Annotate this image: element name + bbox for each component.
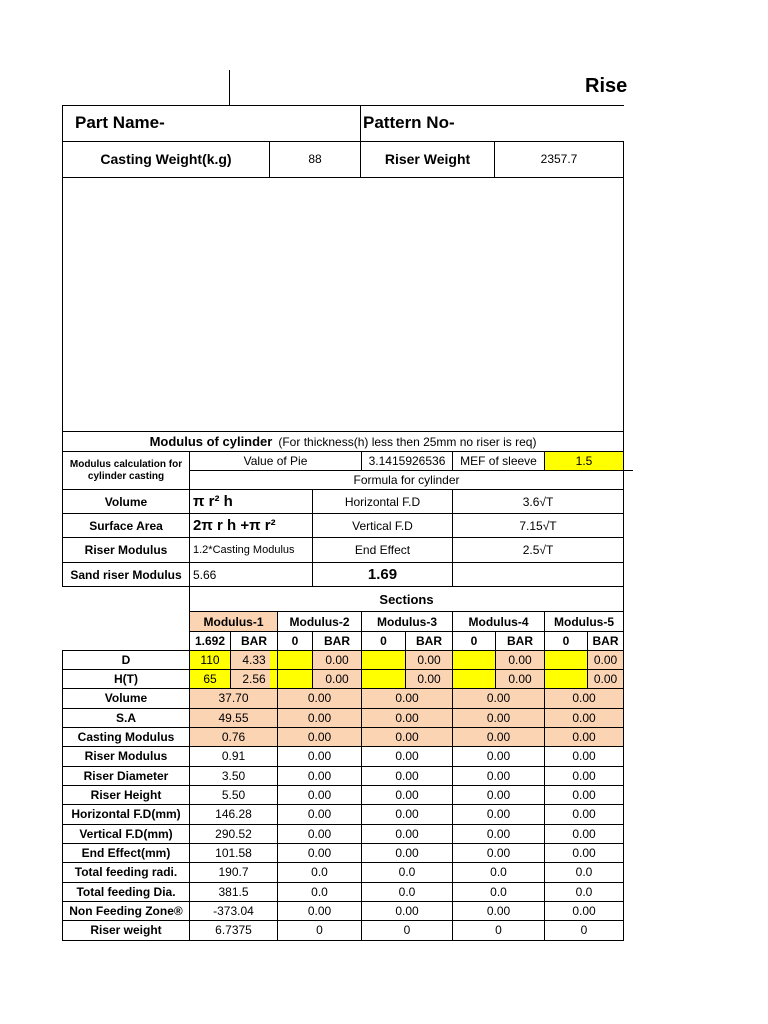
result-value: 0.00: [395, 711, 419, 725]
result-value: 0: [403, 923, 411, 937]
result-value: 0.00: [307, 769, 332, 783]
result-row-label: Riser Modulus: [84, 749, 168, 763]
result-row-label: Total feeding Dia.: [76, 885, 176, 899]
result-row-label: S.A: [115, 711, 136, 725]
h-bar-value: 0.00: [325, 672, 349, 686]
sections-title: Sections: [379, 591, 434, 607]
result-value: 0.00: [572, 788, 596, 802]
result-value: 0.00: [395, 904, 419, 918]
result-value: 0.0: [575, 885, 593, 899]
result-row-label: Riser Height: [90, 788, 162, 802]
result-value: 0.00: [307, 904, 332, 918]
casting-weight-value[interactable]: 88: [308, 152, 322, 166]
result-value: 0.0: [490, 865, 507, 879]
formula-text: 2π r h +π r²: [193, 517, 276, 534]
result-value: 5.50: [221, 788, 246, 802]
fd-label: End Effect: [354, 543, 411, 557]
result-value: 0.00: [572, 846, 596, 860]
result-value: 0.0: [311, 885, 328, 899]
pie-value: 3.1415926536: [368, 454, 446, 468]
result-value: 0.00: [486, 788, 511, 802]
result-value: 0.00: [395, 730, 419, 744]
h-bar-value: 0.00: [508, 672, 532, 686]
h-input[interactable]: 65: [203, 672, 217, 686]
result-row-label: End Effect(mm): [81, 846, 171, 860]
d-bar-value: 0.00: [325, 653, 349, 667]
modulus-header: Modulus-2: [289, 614, 350, 629]
modulus-header: Modulus-1: [203, 614, 264, 629]
result-value: 0: [495, 923, 502, 937]
result-value: 190.7: [218, 865, 249, 879]
result-value: 0.00: [395, 769, 419, 783]
formula-header: Formula for cylinder: [353, 473, 460, 487]
result-value: 0: [316, 923, 323, 937]
bar-label: BAR: [507, 634, 533, 648]
result-value: 0.00: [486, 807, 511, 821]
formula-text: 1.2*Casting Modulus: [193, 544, 295, 556]
h-input[interactable]: [278, 670, 312, 688]
result-value: 49.55: [218, 711, 249, 725]
casting-weight-label: Casting Weight(k.g): [100, 151, 232, 167]
bar-label: BAR: [592, 634, 619, 648]
result-row-label: Volume: [104, 691, 148, 705]
result-value: 0.0: [575, 865, 593, 879]
result-value: 0.00: [572, 807, 596, 821]
result-value: 0.00: [486, 827, 511, 841]
result-value: 0.00: [486, 730, 511, 744]
modulus-header: Modulus-4: [468, 614, 529, 629]
result-value: 0.00: [307, 730, 332, 744]
modulus-sub-value: 0: [470, 634, 478, 648]
result-value: 0.00: [486, 846, 511, 860]
page-title: Rise: [585, 74, 628, 97]
result-row-label: Casting Modulus: [77, 730, 175, 744]
d-input[interactable]: [453, 651, 495, 669]
result-value: 0.00: [307, 788, 332, 802]
result-row-label: Vertical F.D(mm): [79, 827, 173, 841]
h-input[interactable]: [453, 670, 495, 688]
modulus-note: (For thickness(h) less then 25mm no riser is req): [278, 434, 537, 449]
result-value: -373.04: [213, 904, 254, 918]
d-bar-value: 0.00: [508, 653, 532, 667]
fd-value: 2.5√T: [522, 543, 554, 557]
fd-value: 3.6√T: [522, 494, 554, 509]
result-value: 0.00: [486, 749, 511, 763]
result-value: 6.7375: [215, 923, 252, 937]
bar-label: BAR: [324, 634, 350, 648]
result-value: 101.58: [215, 846, 252, 860]
result-value: 0.00: [486, 769, 511, 783]
part-name-label: Part Name-: [75, 113, 165, 132]
sand-riser-modulus-value: 5.66: [193, 567, 217, 582]
result-value: 3.50: [221, 769, 246, 783]
h-bar-value: 0.00: [417, 672, 441, 686]
result-row-label: Riser weight: [90, 923, 162, 937]
result-row-label: Total feeding radi.: [74, 865, 178, 879]
result-value: 0.00: [572, 904, 596, 918]
result-value: 290.52: [215, 827, 252, 841]
result-value: 381.5: [218, 885, 249, 899]
d-input[interactable]: [545, 651, 587, 669]
fd-label: Horizontal F.D: [344, 494, 421, 509]
result-row-label: Horizontal F.D(mm): [71, 807, 181, 821]
result-row-label: Riser Diameter: [83, 769, 169, 783]
modulus-sub-value: 0: [380, 634, 387, 648]
d-input[interactable]: [362, 651, 405, 669]
result-value: 37.70: [218, 691, 249, 705]
result-value: 0.00: [395, 807, 419, 821]
d-input[interactable]: [278, 651, 312, 669]
header-divider: [229, 70, 230, 106]
modulus-sub-value: 0: [562, 634, 570, 648]
result-value: 0.00: [572, 730, 596, 744]
result-value: 0.0: [490, 885, 507, 899]
result-value: 0.91: [221, 749, 246, 763]
h-label: H(T): [114, 672, 138, 686]
result-value: 0.00: [307, 846, 332, 860]
result-value: 0.00: [307, 807, 332, 821]
result-value: 0.76: [221, 730, 246, 744]
d-label: D: [121, 653, 131, 667]
fd-value: 7.15√T: [519, 518, 557, 533]
result-value: 0.00: [395, 827, 419, 841]
mef-label: MEF of sleeve: [460, 454, 537, 468]
d-input[interactable]: 110: [200, 653, 220, 667]
formula-row-label: Volume: [104, 494, 148, 509]
result-value: 0.0: [311, 865, 328, 879]
result-value: 0.00: [486, 904, 511, 918]
modulus-sub-value: 0: [291, 634, 299, 648]
modulus-title-row: [63, 432, 623, 451]
result-value: 0.00: [307, 827, 332, 841]
d-bar-value: 4.33: [242, 653, 266, 667]
result-row-label: Non Feeding Zone®: [69, 904, 183, 918]
bar-label: BAR: [416, 634, 442, 648]
drawing-area: [63, 178, 623, 431]
h-bar-value: 2.56: [242, 672, 266, 686]
modulus-header: Modulus-5: [554, 614, 614, 629]
result-value: 0.00: [307, 711, 332, 725]
pie-label: Value of Pie: [243, 454, 308, 468]
modulus-header: Modulus-3: [377, 614, 437, 629]
formula-text: π r² h: [193, 493, 233, 510]
result-value: 0: [580, 923, 588, 937]
riser-weight-label: Riser Weight: [384, 151, 471, 167]
result-value: 0.00: [572, 769, 596, 783]
result-value: 0.00: [572, 827, 596, 841]
formula-row-label: Sand riser Modulus: [70, 567, 182, 582]
result-value: 0.00: [486, 691, 511, 705]
result-value: 0.00: [395, 846, 419, 860]
modulus-sub-value: 1.692: [194, 634, 226, 648]
result-value: 0.00: [572, 691, 596, 705]
result-value: 0.0: [398, 865, 416, 879]
fd-label: Vertical F.D: [352, 518, 413, 533]
result-value: 0.0: [398, 885, 416, 899]
modulus-calc-label: Modulus calculation for cylinder casting: [69, 458, 183, 482]
mef-value[interactable]: 1.5: [545, 452, 623, 470]
result-value: 0.00: [486, 711, 511, 725]
result-value: 0.00: [307, 749, 332, 763]
h-bar-value: 0.00: [593, 672, 618, 686]
h-input[interactable]: [362, 670, 405, 688]
result-value: 0.00: [307, 691, 332, 705]
bar-label: BAR: [241, 634, 267, 648]
d-bar-value: 0.00: [593, 653, 618, 667]
result-value: 0.00: [395, 749, 419, 763]
h-input[interactable]: [545, 670, 587, 688]
modulus-title: Modulus of cylinder: [149, 434, 273, 449]
result-value: 0.00: [395, 691, 419, 705]
result-value: 0.00: [395, 788, 419, 802]
result-value: 0.00: [572, 749, 596, 763]
modulus-result: 1.69: [367, 566, 398, 583]
riser-weight-value: 2357.7: [540, 152, 578, 166]
fd-value: [453, 563, 623, 586]
result-value: 146.28: [215, 807, 252, 821]
d-bar-value: 0.00: [417, 653, 441, 667]
formula-row-label: Surface Area: [89, 518, 163, 533]
result-value: 0.00: [572, 711, 596, 725]
pattern-no-label: Pattern No-: [363, 113, 455, 132]
formula-row-label: Riser Modulus: [84, 543, 168, 557]
